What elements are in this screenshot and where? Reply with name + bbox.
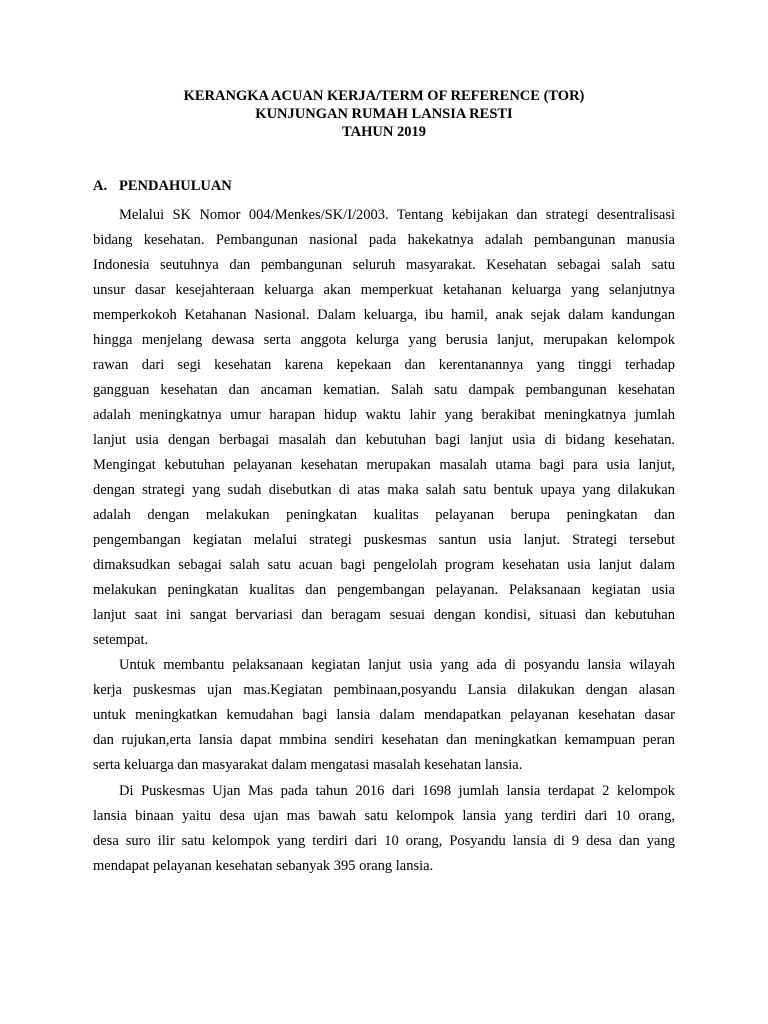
paragraph-line: unsur dasar kesejahteraan keluarga akan memperkuat ketahanan keluarga yang selanjutnya [93, 282, 675, 298]
paragraph-2 [93, 653, 675, 778]
paragraph-line: lansia binaan yaitu desa ujan mas bawah satu kelompok lansia yang terdiri dari 10 orang, [93, 808, 675, 824]
paragraph-line: dimaksudkan sebagai salah satu acuan bagi pengelolah program kesehatan usia lanjut dalam [93, 557, 675, 573]
paragraph-line: rawan dari segi kesehatan karena kepekaan dan kerentanannya yang tinggi terhadap [93, 357, 675, 373]
paragraph-line: lanjut saat ini sangat bervariasi dan beragam sesuai dengan kondisi, situasi dan kebutuhan [93, 607, 675, 623]
section-letter: A. [93, 178, 108, 194]
paragraph-line: setempat. [93, 632, 149, 648]
paragraph-line: melakukan peningkatan kualitas dan pengembangan pelayanan. Pelaksanaan kegiatan usia [93, 582, 675, 598]
paragraph-line: kerja puskesmas ujan mas.Kegiatan pembinaan,posyandu Lansia dilakukan dengan alasan [93, 682, 675, 698]
paragraph-line: adalah dengan melakukan peningkatan kualitas pelayanan berupa peningkatan dan [93, 507, 675, 523]
paragraph-line: Di Puskesmas Ujan Mas pada tahun 2016 dari 1698 jumlah lansia terdapat 2 kelompok [119, 783, 675, 799]
paragraph-line: dengan strategi yang sudah disebutkan di atas maka salah satu bentuk upaya yang dilakukan [93, 482, 675, 498]
paragraph-line: Mengingat kebutuhan pelayanan kesehatan merupakan masalah utama bagi para usia lanjut, [93, 457, 675, 473]
document-title [93, 87, 675, 141]
paragraph-line: Indonesia seutuhnya dan pembangunan seluruh masyarakat. Kesehatan sebagai salah satu [93, 257, 675, 273]
paragraph-line: lanjut usia dengan berbagai masalah dan kebutuhan bagi lanjut usia di bidang kesehatan. [93, 432, 675, 448]
paragraph-line: adalah meningkatnya umur harapan hidup waktu lahir yang berakibat meningkatnya jumlah [93, 407, 675, 423]
paragraph-line: serta keluarga dan masyarakat dalam mengatasi masalah kesehatan lansia. [93, 757, 523, 773]
title-line-2: KUNJUNGAN RUMAH LANSIA RESTI [255, 106, 513, 122]
paragraph-3 [93, 779, 675, 879]
section-heading [93, 177, 232, 195]
paragraph-line: dan rujukan,erta lansia dapat mmbina sendiri kesehatan dan meningkatkan kemampuan peran [93, 732, 675, 748]
paragraph-line: mendapat pelayanan kesehatan sebanyak 395 orang lansia. [93, 858, 434, 874]
section-title: PENDAHULUAN [119, 178, 232, 194]
paragraph-line: untuk meningkatkan kemudahan bagi lansia dalam mendapatkan pelayanan kesehatan dasar [93, 707, 675, 723]
title-line-1: KERANGKA ACUAN KERJA/TERM OF REFERENCE (TOR) [183, 88, 585, 104]
title-line-3: TAHUN 2019 [342, 124, 426, 140]
paragraph-line: desa suro ilir satu kelompok yang terdiri dari 10 orang, Posyandu lansia di 9 desa dan yang [93, 833, 675, 849]
paragraph-line: bidang kesehatan. Pembangunan nasional pada hakekatnya adalah pembangunan manusia [93, 232, 675, 248]
paragraph-line: memperkokoh Ketahanan Nasional. Dalam keluarga, ibu hamil, anak sejak dalam kandungan [93, 307, 675, 323]
paragraph-line: hingga menjelang dewasa serta anggota kelurga yang berusia lanjut, merupakan kelompok [93, 332, 675, 348]
paragraph-line: Untuk membantu pelaksanaan kegiatan lanjut usia yang ada di posyandu lansia wilayah [119, 657, 675, 673]
paragraph-line: gangguan kesehatan dan ancaman kematian. Salah satu dampak pembangunan kesehatan [93, 382, 675, 398]
paragraph-1 [93, 203, 675, 653]
paragraph-line: pengembangan kegiatan melalui strategi puskesmas santun usia lanjut. Strategi tersebut [93, 532, 675, 548]
paragraph-line: Melalui SK Nomor 004/Menkes/SK/I/2003. Tentang kebijakan dan strategi desentralisasi [119, 207, 675, 223]
